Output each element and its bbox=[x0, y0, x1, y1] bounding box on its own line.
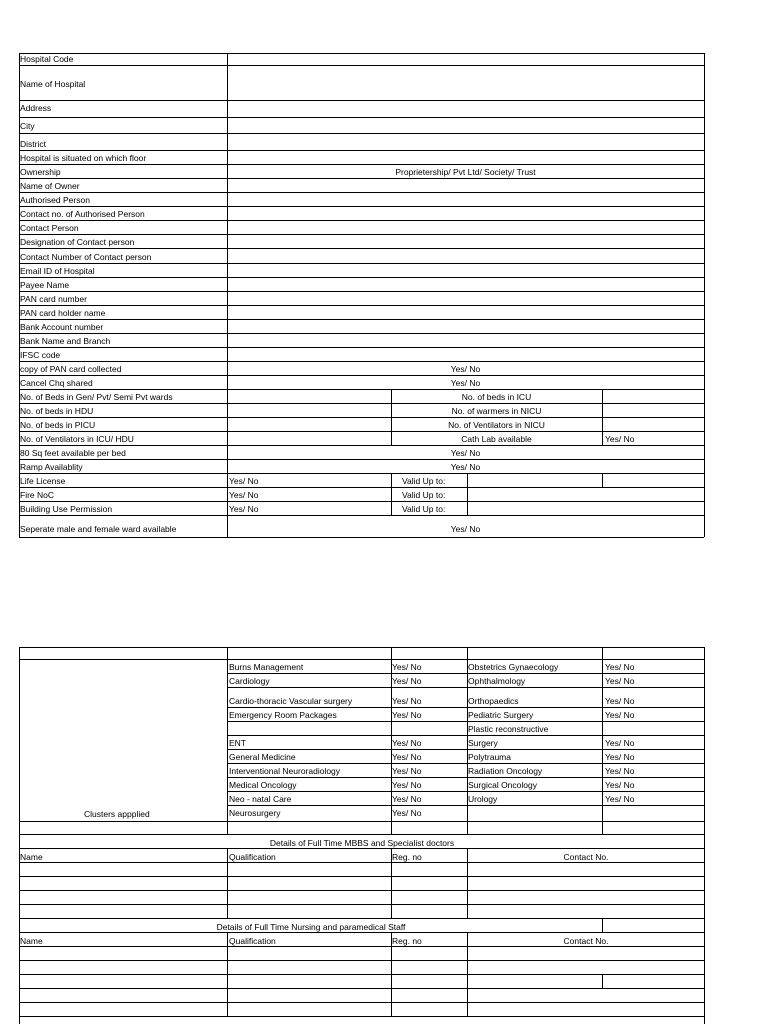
cluster-cardio-thoracic: Cardio-thoracic Vascular surgery bbox=[229, 696, 353, 706]
doctors-col-reg: Reg. no bbox=[392, 852, 422, 862]
grid-line bbox=[19, 834, 704, 835]
grid-line bbox=[19, 932, 704, 933]
cath-lab-yes-no: Yes/ No bbox=[605, 434, 635, 444]
grid-line bbox=[467, 848, 468, 918]
grid-line bbox=[704, 53, 705, 537]
grid-line bbox=[19, 100, 704, 101]
yes-no: Yes/ No bbox=[605, 738, 635, 748]
label-building-permission: Building Use Permission bbox=[20, 504, 113, 514]
grid-line bbox=[227, 932, 228, 1016]
grid-line bbox=[19, 515, 704, 516]
grid-line bbox=[227, 805, 704, 806]
cluster-general-medicine: General Medicine bbox=[229, 752, 296, 762]
label-life-license: Life License bbox=[20, 476, 66, 486]
yes-no: Yes/ No bbox=[392, 808, 422, 818]
label-pan-copy: copy of PAN card collected bbox=[20, 364, 122, 374]
grid-line bbox=[19, 192, 704, 193]
grid-line bbox=[602, 974, 603, 988]
grid-line bbox=[19, 53, 20, 537]
grid-line bbox=[227, 721, 704, 722]
life-license-yes-no: Yes/ No bbox=[229, 476, 259, 486]
grid-line bbox=[19, 848, 704, 849]
grid-line bbox=[19, 178, 704, 179]
label-beds-hdu: No. of beds in HDU bbox=[20, 406, 94, 416]
yes-no: Yes/ No bbox=[392, 780, 422, 790]
label-floor: Hospital is situated on which floor bbox=[20, 153, 147, 163]
label-beds-icu: No. of beds in ICU bbox=[461, 392, 532, 402]
clusters-applied-label: Clusters appplied bbox=[84, 809, 150, 819]
label-hospital-code: Hospital Code bbox=[20, 54, 74, 64]
label-authorised-contact: Contact no. of Authorised Person bbox=[20, 209, 145, 219]
grid-line bbox=[19, 487, 704, 488]
grid-line bbox=[19, 333, 704, 334]
grid-line bbox=[19, 445, 704, 446]
yes-no: Yes/ No bbox=[392, 696, 422, 706]
label-city: City bbox=[20, 121, 35, 131]
grid-line bbox=[19, 890, 704, 891]
cluster-neurosurgery: Neurosurgery bbox=[229, 808, 281, 818]
cluster-urology: Urology bbox=[468, 794, 498, 804]
label-ifsc: IFSC code bbox=[20, 350, 61, 360]
label-contact-number: Contact Number of Contact person bbox=[20, 252, 152, 262]
cluster-emergency: Emergency Room Packages bbox=[229, 710, 337, 720]
nursing-col-name: Name bbox=[20, 936, 43, 946]
grid-line bbox=[391, 848, 392, 918]
label-hospital-name: Name of Hospital bbox=[20, 79, 86, 89]
nursing-col-qualification: Qualification bbox=[229, 936, 276, 946]
yes-no: Yes/ No bbox=[392, 676, 422, 686]
grid-line bbox=[391, 932, 392, 1016]
grid-line bbox=[19, 117, 704, 118]
label-separate-ward: Seperate male and female ward available bbox=[20, 524, 177, 534]
nursing-col-contact: Contact No. bbox=[563, 936, 609, 946]
grid-line bbox=[602, 473, 603, 487]
yes-no: Yes/ No bbox=[392, 710, 422, 720]
grid-line bbox=[19, 876, 704, 877]
grid-line bbox=[19, 862, 704, 863]
grid-line bbox=[227, 791, 704, 792]
cluster-obstetrics: Obstetrics Gynaecology bbox=[468, 662, 559, 672]
label-beds-picu: No. of beds in PICU bbox=[20, 420, 96, 430]
grid-line bbox=[19, 501, 704, 502]
grid-line bbox=[227, 687, 704, 688]
label-fire-noc: Fire NoC bbox=[20, 490, 55, 500]
sq-feet-yes-no: Yes/ No bbox=[450, 448, 481, 458]
yes-no: Yes/ No bbox=[605, 676, 635, 686]
cluster-plastic-surgery: Surgery bbox=[468, 738, 498, 748]
grid-line bbox=[227, 647, 228, 834]
grid-line bbox=[19, 946, 704, 947]
yes-no: Yes/ No bbox=[605, 794, 635, 804]
label-ventilators: No. of Ventilators in ICU/ HDU bbox=[20, 434, 134, 444]
grid-line bbox=[391, 389, 392, 445]
label-contact-person: Contact Person bbox=[20, 223, 79, 233]
yes-no: Yes/ No bbox=[605, 662, 635, 672]
grid-line bbox=[19, 347, 704, 348]
cluster-polytrauma: Polytrauma bbox=[468, 752, 511, 762]
label-payee: Payee Name bbox=[20, 280, 70, 290]
label-sq-feet: 80 Sq feet available per bed bbox=[20, 448, 126, 458]
grid-line bbox=[227, 763, 704, 764]
grid-line bbox=[19, 305, 704, 306]
grid-line bbox=[19, 319, 704, 320]
doctors-section-title: Details of Full Time MBBS and Specialist doctors bbox=[269, 838, 455, 848]
grid-line bbox=[602, 918, 603, 932]
label-cancel-chq: Cancel Chq shared bbox=[20, 378, 93, 388]
grid-line bbox=[227, 777, 704, 778]
grid-line bbox=[19, 291, 704, 292]
building-yes-no: Yes/ No bbox=[229, 504, 259, 514]
grid-line bbox=[227, 848, 228, 918]
cancel-chq-yes-no: Yes/ No bbox=[450, 378, 481, 388]
cluster-plastic: Plastic reconstructive bbox=[468, 724, 549, 734]
cluster-ent: ENT bbox=[229, 738, 246, 748]
yes-no: Yes/ No bbox=[605, 696, 635, 706]
grid-line bbox=[227, 53, 228, 537]
grid-line bbox=[19, 960, 704, 961]
grid-line bbox=[391, 647, 392, 834]
cluster-pediatric-surgery: Pediatric Surgery bbox=[468, 710, 534, 720]
label-owner-name: Name of Owner bbox=[20, 181, 80, 191]
label-contact-designation: Designation of Contact person bbox=[20, 237, 135, 247]
grid-line bbox=[19, 220, 704, 221]
yes-no: Yes/ No bbox=[392, 766, 422, 776]
grid-line bbox=[19, 65, 704, 66]
label-bank-branch: Bank Name and Branch bbox=[20, 336, 111, 346]
label-email: Email ID of Hospital bbox=[20, 266, 95, 276]
label-pan-number: PAN card number bbox=[20, 294, 87, 304]
grid-line bbox=[19, 1016, 704, 1017]
grid-line bbox=[19, 647, 20, 1024]
cluster-orthopaedics: Orthopaedics bbox=[468, 696, 519, 706]
grid-line bbox=[227, 707, 704, 708]
grid-line bbox=[19, 1002, 704, 1003]
building-valid: Valid Up to: bbox=[402, 504, 446, 514]
grid-line bbox=[227, 749, 704, 750]
grid-line bbox=[19, 206, 704, 207]
label-ownership: Ownership bbox=[20, 167, 61, 177]
grid-line bbox=[19, 459, 704, 460]
fire-noc-yes-no: Yes/ No bbox=[229, 490, 259, 500]
label-address: Address bbox=[20, 103, 52, 113]
cluster-radiation-oncology: Radiation Oncology bbox=[468, 766, 543, 776]
grid-line bbox=[19, 263, 704, 264]
label-cath-lab: Cath Lab available bbox=[461, 434, 532, 444]
cluster-ophthalmology: Ophthalmology bbox=[468, 676, 526, 686]
grid-line bbox=[467, 932, 468, 1016]
grid-line bbox=[19, 234, 704, 235]
nursing-col-reg: Reg. no bbox=[392, 936, 422, 946]
grid-line bbox=[227, 735, 704, 736]
doctors-col-contact: Contact No. bbox=[563, 852, 609, 862]
grid-line bbox=[704, 647, 705, 1024]
grid-line bbox=[19, 248, 704, 249]
grid-line bbox=[391, 473, 392, 515]
separate-ward-yes-no: Yes/ No bbox=[450, 524, 481, 534]
cluster-cardiology: Cardiology bbox=[229, 676, 270, 686]
grid-line bbox=[19, 537, 704, 538]
yes-no: Yes/ No bbox=[605, 766, 635, 776]
cluster-surgical-oncology: Surgical Oncology bbox=[468, 780, 537, 790]
label-beds-gen: No. of Beds in Gen/ Pvt/ Semi Pvt wards bbox=[20, 392, 173, 402]
label-warmers-nicu: No. of warmers in NICU bbox=[451, 406, 542, 416]
grid-line bbox=[19, 988, 704, 989]
cluster-medical-oncology: Medical Oncology bbox=[229, 780, 297, 790]
yes-no: Yes/ No bbox=[605, 780, 635, 790]
grid-line bbox=[19, 277, 704, 278]
grid-line bbox=[19, 375, 704, 376]
nursing-section-title: Details of Full Time Nursing and paramedical Staff bbox=[216, 922, 406, 932]
label-district: District bbox=[20, 139, 46, 149]
grid-line bbox=[19, 361, 704, 362]
label-bank-account: Bank Account number bbox=[20, 322, 104, 332]
life-license-valid: Valid Up to: bbox=[402, 476, 446, 486]
label-ventilators-nicu: No. of Ventilators in NICU bbox=[448, 420, 545, 430]
doctors-col-name: Name bbox=[20, 852, 43, 862]
yes-no: Yes/ No bbox=[392, 752, 422, 762]
ramp-yes-no: Yes/ No bbox=[450, 462, 481, 472]
fire-noc-valid: Valid Up to: bbox=[402, 490, 446, 500]
pan-copy-yes-no: Yes/ No bbox=[450, 364, 481, 374]
ownership-options: Proprietership/ Pvt Ltd/ Society/ Trust bbox=[395, 167, 536, 177]
yes-no: Yes/ No bbox=[605, 710, 635, 720]
label-pan-holder: PAN card holder name bbox=[20, 308, 106, 318]
grid-line bbox=[467, 473, 468, 515]
grid-line bbox=[19, 53, 704, 54]
cluster-neuroradiology: Interventional Neuroradiology bbox=[229, 766, 341, 776]
doctors-col-qualification: Qualification bbox=[229, 852, 276, 862]
yes-no: Yes/ No bbox=[392, 738, 422, 748]
grid-line bbox=[602, 389, 603, 445]
grid-line bbox=[467, 647, 468, 834]
label-authorised-person: Authorised Person bbox=[20, 195, 90, 205]
cluster-burns: Burns Management bbox=[229, 662, 304, 672]
cluster-neo-natal: Neo - natal Care bbox=[229, 794, 292, 804]
label-ramp: Ramp Availablity bbox=[20, 462, 83, 472]
yes-no: Yes/ No bbox=[392, 662, 422, 672]
grid-line bbox=[19, 133, 704, 134]
grid-line bbox=[19, 150, 704, 151]
grid-line bbox=[227, 673, 704, 674]
grid-line bbox=[19, 164, 704, 165]
yes-no: Yes/ No bbox=[392, 794, 422, 804]
grid-line bbox=[19, 904, 704, 905]
yes-no: Yes/ No bbox=[605, 752, 635, 762]
grid-line bbox=[602, 647, 603, 834]
